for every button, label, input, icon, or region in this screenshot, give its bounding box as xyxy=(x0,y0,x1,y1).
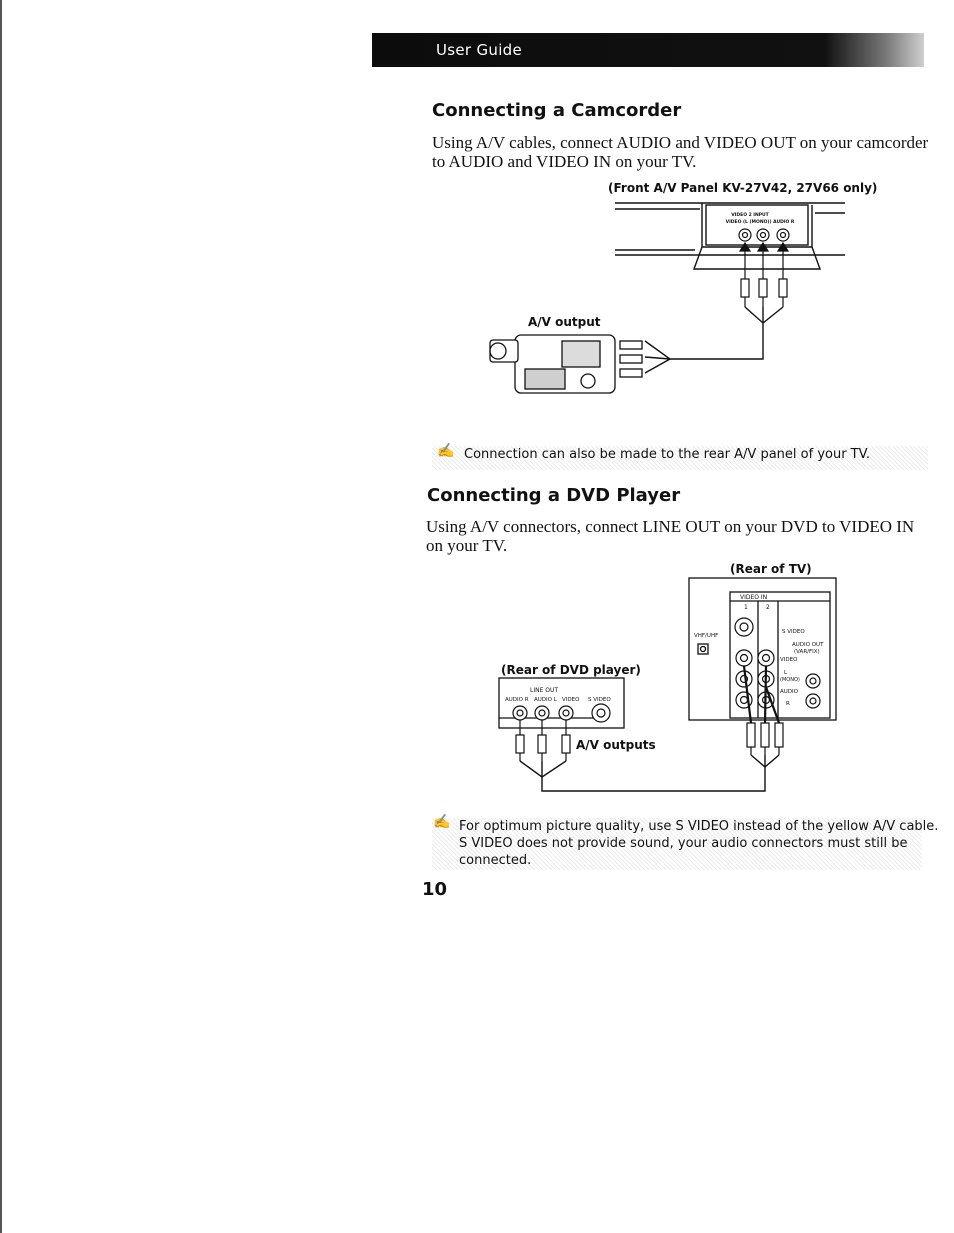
note-pencil-icon: ✍ xyxy=(437,444,455,459)
header-bar xyxy=(372,33,924,67)
front-panel-jacks xyxy=(739,229,789,241)
tv-mono-label: (MONO) xyxy=(780,677,800,683)
tv-s-video-label: S VIDEO xyxy=(782,629,805,635)
dvd-note-line2: S VIDEO does not provide sound, your audio connectors must still be xyxy=(459,836,908,851)
dvd-audio-l-label: AUDIO L xyxy=(534,697,557,703)
panel-label-top: VIDEO 2 INPUT xyxy=(731,213,769,218)
dvd-rear-caption: (Rear of DVD player) xyxy=(501,663,641,677)
tv-video-label: VIDEO xyxy=(780,657,798,663)
camcorder-cable xyxy=(645,307,783,373)
tv-rear-caption: (Rear of TV) xyxy=(730,562,812,576)
tv-l-label: L xyxy=(784,670,788,676)
tv-col1-label: 1 xyxy=(744,604,748,611)
tv-audio-out-label: AUDIO OUT xyxy=(792,642,824,648)
camcorder-body: Using A/V cables, connect AUDIO and VIDEO OUT on your camcorder to AUDIO and VIDEO IN on your TV. xyxy=(432,133,929,171)
av-outputs-label: A/V outputs xyxy=(576,738,656,752)
tv-front-panel xyxy=(615,203,845,269)
tv-var-fix-label: (VAR/FIX) xyxy=(794,649,820,655)
camcorder-diagram xyxy=(470,195,850,405)
tv-video-in-label: VIDEO IN xyxy=(740,594,768,601)
front-panel-plugs xyxy=(740,243,788,307)
page-number: 10 xyxy=(422,879,448,900)
tv-vhf-uhf-label: VHF/UHF xyxy=(694,633,719,639)
tv-col2-label: 2 xyxy=(766,604,770,611)
page-edge xyxy=(0,0,2,1233)
front-panel-caption: (Front A/V Panel KV-27V42, 27V66 only) xyxy=(608,181,878,195)
dvd-diagram xyxy=(490,575,850,800)
dvd-s-video-label: S VIDEO xyxy=(588,697,611,703)
dvd-video-label: VIDEO xyxy=(562,697,580,703)
dvd-note-line1: For optimum picture quality, use S VIDEO instead of the yellow A/V cable. xyxy=(459,819,939,834)
camcorder-illustration xyxy=(490,335,642,393)
panel-label-sub: VIDEO (L (MONO)) AUDIO R xyxy=(725,220,795,225)
camcorder-note: Connection can also be made to the rear A/V panel of your TV. xyxy=(464,447,870,462)
dvd-audio-r-label: AUDIO R xyxy=(505,697,529,703)
dvd-line-out-label: LINE OUT xyxy=(530,687,559,694)
dvd-note-line3: connected. xyxy=(459,853,532,868)
dvd-note-pencil-icon: ✍ xyxy=(433,815,451,830)
dvd-heading: Connecting a DVD Player xyxy=(427,485,681,506)
header-title: User Guide xyxy=(436,41,523,59)
dvd-body: Using A/V connectors, connect LINE OUT on your DVD to VIDEO IN on your TV. xyxy=(426,517,915,555)
tv-r-label: R xyxy=(786,701,790,707)
av-output-label: A/V output xyxy=(528,315,601,329)
tv-audio-label: AUDIO xyxy=(780,689,798,695)
camcorder-heading: Connecting a Camcorder xyxy=(432,100,682,121)
dvd-cable xyxy=(520,755,779,791)
